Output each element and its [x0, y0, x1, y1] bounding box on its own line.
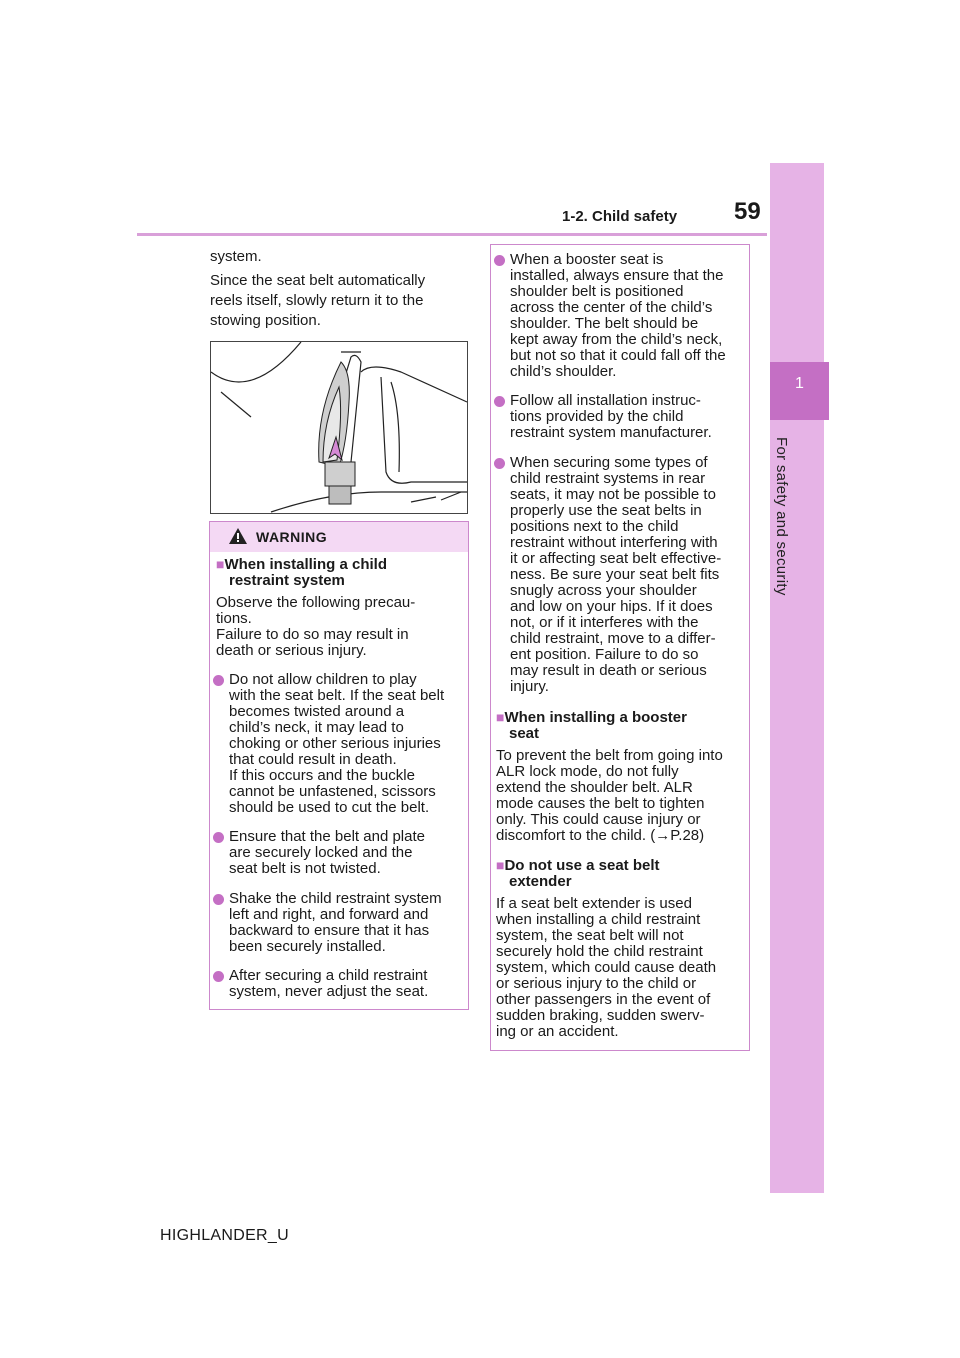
text-line: across the center of the child’s — [510, 299, 713, 316]
square-bullet-icon: ■ — [216, 556, 225, 572]
text-line: ness. Be sure your seat belt fits — [510, 566, 720, 583]
text-line: When securing some types of — [510, 454, 708, 471]
heading-line: seat — [509, 725, 540, 742]
text-line: shoulder belt is positioned — [510, 283, 684, 300]
right-bullet — [494, 252, 755, 380]
booster-heading — [496, 709, 746, 742]
heading-line: Do not use a seat belt — [504, 857, 660, 874]
text-line: Follow all installation instruc- — [510, 392, 701, 409]
text-line: only. This could cause injury or — [496, 811, 701, 828]
warning-intro — [216, 595, 466, 659]
warning-bullet — [213, 891, 474, 955]
text-line: properly use the seat belts in — [510, 502, 702, 519]
footer-model-code: HIGHLANDER_U — [160, 1227, 289, 1244]
text-line: Since the seat belt automatically — [210, 272, 426, 289]
chapter-title: For safety and security — [773, 437, 790, 596]
text-line: or serious injury to the child or — [496, 975, 697, 992]
text-line: sudden braking, sudden swerv- — [496, 1007, 705, 1024]
heading-line: restraint system — [229, 572, 345, 589]
heading-line: When installing a booster — [504, 709, 687, 726]
square-bullet-icon: ■ — [496, 857, 505, 873]
round-bullet-icon — [494, 458, 505, 469]
text-line: mode causes the belt to tighten — [496, 795, 705, 812]
text-line: child’s shoulder. — [510, 363, 617, 380]
text-line: system, which could cause death — [496, 959, 717, 976]
text-line: ing or an accident. — [496, 1023, 619, 1040]
text-line: becomes twisted around a — [229, 703, 405, 720]
header-rule — [137, 233, 767, 236]
warning-label: WARNING — [256, 529, 328, 545]
heading-line: extender — [509, 873, 572, 890]
chapter-number: 1 — [795, 375, 804, 392]
text-line: restraint without interfering with — [510, 534, 718, 551]
warning-bullet — [213, 672, 474, 816]
text-line: system, the seat belt will not — [496, 927, 684, 944]
section-title: 1-2. Child safety — [562, 208, 678, 225]
text-line: been securely installed. — [229, 938, 386, 955]
text-line: kept away from the child’s neck, — [510, 331, 723, 348]
warning-bullet — [213, 968, 474, 1000]
right-bullet — [494, 455, 755, 695]
round-bullet-icon — [494, 396, 505, 407]
round-bullet-icon — [494, 255, 505, 266]
text-line: positions next to the child — [510, 518, 679, 535]
text-line: left and right, and forward and — [229, 906, 429, 923]
text-line: To prevent the belt from going into — [496, 747, 723, 764]
text-line: but not so that it could fall off the — [510, 347, 726, 364]
warning-heading — [216, 556, 466, 589]
text-line: installed, always ensure that the — [510, 267, 724, 284]
extender-text — [496, 896, 746, 1040]
round-bullet-icon — [213, 894, 224, 905]
text-line: backward to ensure that it has — [229, 922, 430, 939]
seat-belt-drawing — [211, 342, 467, 513]
seat-belt-illustration — [210, 341, 468, 514]
page-number: 59 — [734, 198, 761, 225]
text-line: Do not allow children to play — [229, 671, 417, 688]
text-line: If this occurs and the buckle — [229, 767, 415, 784]
text-line: with the seat belt. If the seat belt — [229, 687, 445, 704]
text-line: child’s neck, it may lead to — [229, 719, 404, 736]
text-line: injury. — [510, 678, 549, 695]
text-line: child restraint, move to a differ- — [510, 630, 716, 647]
text-line: stowing position. — [210, 312, 321, 329]
heading-line: When installing a child — [224, 556, 387, 573]
text-line: restraint system manufacturer. — [510, 424, 712, 441]
text-line: When a booster seat is — [510, 251, 664, 268]
round-bullet-icon — [213, 971, 224, 982]
text-line: system, never adjust the seat. — [229, 983, 429, 1000]
text-line: shoulder. The belt should be — [510, 315, 699, 332]
warning-bullet — [213, 829, 474, 877]
text-line: tions. — [216, 610, 252, 627]
text-line: child restraint systems in rear — [510, 470, 706, 487]
text-line: Shake the child restraint system — [229, 890, 442, 907]
text-line: and low on your hips. If it does — [510, 598, 713, 615]
text-line: If a seat belt extender is used — [496, 895, 692, 912]
text-line: are securely locked and the — [229, 844, 413, 861]
round-bullet-icon — [213, 832, 224, 843]
text-line: reels itself, slowly return it to the — [210, 292, 424, 309]
text-line: extend the shoulder belt. ALR — [496, 779, 693, 796]
text-line: when installing a child restraint — [496, 911, 701, 928]
warning-header-band — [210, 522, 468, 552]
text-line: seat belt is not twisted. — [229, 860, 381, 877]
text-line: that could result in death. — [229, 751, 397, 768]
text-line: not, or if it interferes with the — [510, 614, 699, 631]
text-line: Observe the following precau- — [216, 594, 416, 611]
square-bullet-icon: ■ — [496, 709, 505, 725]
text-line: seats, it may not be possible to — [510, 486, 716, 503]
extender-heading — [496, 857, 746, 890]
text-line: snugly across your shoulder — [510, 582, 697, 599]
belt-return-text — [210, 271, 470, 331]
text-line: should be used to cut the belt. — [229, 799, 430, 816]
continued-text: system. — [210, 248, 262, 265]
text-line: cannot be unfastened, scissors — [229, 783, 436, 800]
text-line: ent position. Failure to do so — [510, 646, 699, 663]
booster-text — [496, 748, 746, 844]
text-line: choking or other serious injuries — [229, 735, 441, 752]
text-line: securely hold the child restraint — [496, 943, 703, 960]
text-line: ALR lock mode, do not fully — [496, 763, 679, 780]
text-line: death or serious injury. — [216, 642, 367, 659]
warning-triangle-icon — [228, 527, 248, 545]
text-line: tions provided by the child — [510, 408, 684, 425]
right-bullet — [494, 393, 755, 441]
text-line: it or affecting seat belt effective- — [510, 550, 722, 567]
chapter-side-tab — [770, 163, 824, 1193]
text-line: may result in death or serious — [510, 662, 707, 679]
text-line: After securing a child restraint — [229, 967, 428, 984]
text-line: Ensure that the belt and plate — [229, 828, 425, 845]
text-line: other passengers in the event of — [496, 991, 711, 1008]
text-line: Failure to do so may result in — [216, 626, 409, 643]
text-line: discomfort to the child. (→P.28) — [496, 827, 705, 844]
round-bullet-icon — [213, 675, 224, 686]
